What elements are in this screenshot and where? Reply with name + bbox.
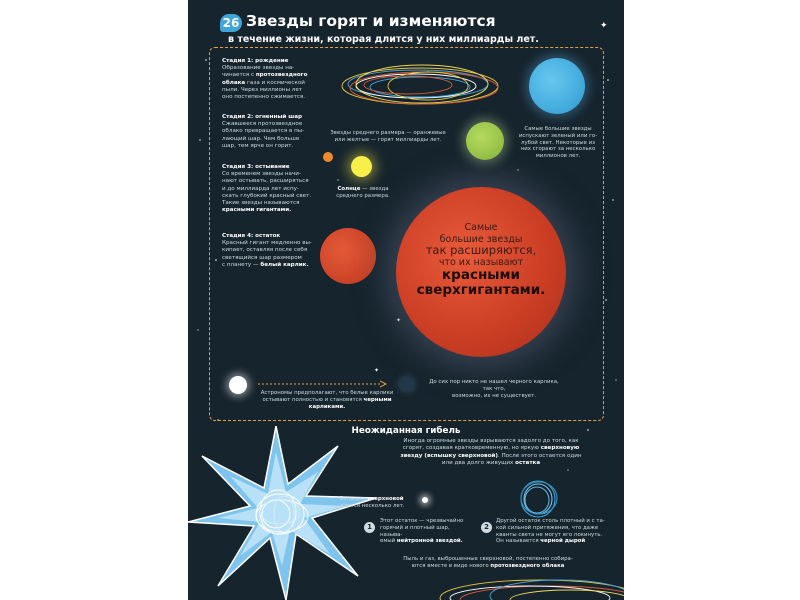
stage-2-heading: Стадия 2: огненный шар: [222, 114, 302, 120]
blue-star: [529, 58, 585, 114]
black-hole-illustration: [518, 478, 558, 520]
stage-1-heading: Стадия 1: рождение: [222, 58, 289, 64]
black-hole-caption: Другой остаток столь плотный и с та- кой сильной притяжения, что даже кванты света не могут его покинуть. Он называется черной дырой: [496, 518, 605, 545]
page-subtitle: в течение жизни, которая длится у них миллиарды лет.: [228, 34, 539, 45]
protostellar-cloud-illustration: [338, 62, 503, 110]
green-star: [466, 122, 504, 160]
arrow-dashed: [258, 380, 388, 388]
stage-4-text: Стадия 4: остаток Красный гигант медленно вы- кипает, оставляя после себя светящийся шар размером с планету — белый карлик.: [222, 233, 326, 269]
sun-star: [351, 156, 372, 177]
white-dwarf-caption: Астрономы предполагают, что белые карлики остывают полностью и становятся черными карликами.: [260, 390, 394, 410]
supergiant-label: Самые большие звезды так расширяются, что их называют красными сверхгигантами.: [416, 222, 546, 298]
neutron-star-caption: Этот остаток — чрезвычайно горячий и плотный шар, называ- емый нейтронной звездой.: [380, 518, 464, 545]
svg-text:✦: ✦: [374, 367, 380, 374]
black-dwarf-star: [400, 377, 414, 391]
stage-3-heading: Стадия 3: остывание: [222, 164, 290, 170]
page-number-badge: 26: [220, 14, 242, 32]
red-giant-star: [320, 228, 376, 284]
stage-4-heading: Стадия 4: остаток: [222, 233, 281, 239]
stage-3-text: Стадия 3: остывание Со временем звезды начи- нают остывать, расширяться и до миллиарда лет испу- скать глубокий красный свет. Такие звезды называются красными гигантами.: [222, 164, 326, 214]
biggest-blue-caption: Самые большие звезды испускают зеленый или го- лубой свет. Некоторые из них сгорают за несколько миллионов лет.: [518, 126, 598, 160]
supernova-illustration: [188, 426, 378, 600]
svg-text:✦: ✦: [600, 21, 608, 31]
item-2-badge: 2: [481, 522, 492, 533]
stage-2-text: Стадия 2: огненный шар Сжавшееся протозвездное облако превращается в пы- лающий шар. Чем больше шар, тем ярче он горит.: [222, 114, 326, 150]
section-title: Неожиданная гибель: [351, 426, 461, 436]
page-title: Звезды горят и изменяются: [246, 12, 496, 30]
svg-text:✦: ✦: [396, 317, 402, 324]
medium-stars-caption: Звезды среднего размера — оранжевые или желтые — горят миллиарды лет.: [330, 130, 446, 143]
black-dwarf-caption: До сих пор никто не нашел черного карлика, так что, возможно, их не существует.: [429, 379, 559, 399]
item-1-badge: 1: [364, 522, 375, 533]
orange-star: [323, 152, 333, 162]
neutron-star: [422, 497, 428, 503]
section-body: Иногда огромные звезды взрываются задолго до того, как сгорят, создавая кратковременную, но яркую сверхновую звезду (вспышку сверхновой). После этого остается один или два долго живущих остатка: [400, 438, 582, 466]
sun-caption: Солнце — звезда среднего размера.: [336, 186, 390, 199]
new-cloud-illustration: [420, 568, 624, 600]
book-page: [188, 0, 624, 600]
footer-caption: Пыль и газ, выброшенные сверхновой, постепенно собира- ются вместе в виде нового протозвездного облака: [403, 556, 573, 569]
flash-caption: Вспышка сверхновой длится несколько лет.: [340, 496, 405, 509]
stage-1-text: Стадия 1: рождение Образование звезды на- чинается с протозвездного облака газа и космической пыли. Через миллионы лет оно постепенно сжимается.: [222, 58, 326, 101]
white-dwarf-star: [229, 376, 247, 394]
